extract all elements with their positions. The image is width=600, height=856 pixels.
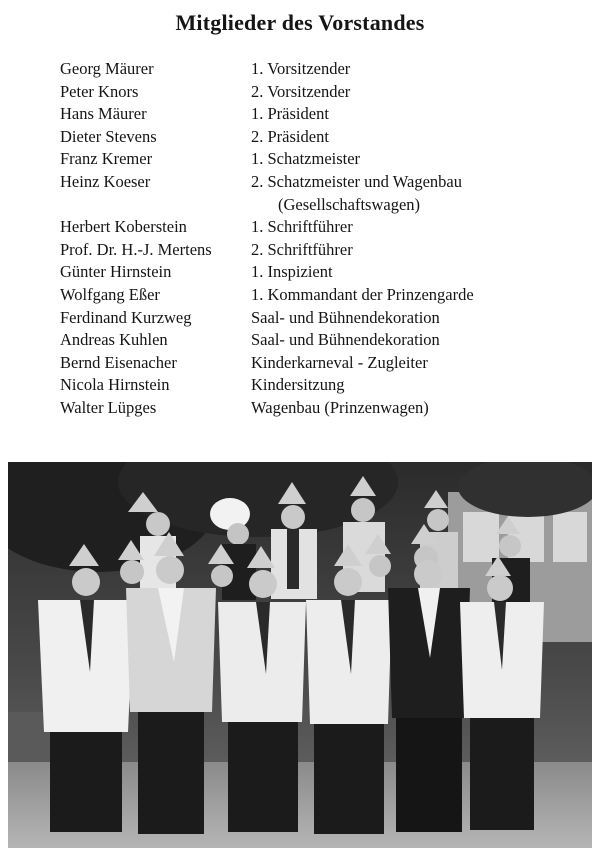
member-name: Ferdinand Kurzweg <box>60 307 192 327</box>
member-name: Dieter Stevens <box>60 126 157 146</box>
member-role: 1. Inspizient <box>251 262 333 282</box>
list-item <box>60 239 580 262</box>
member-name: Wolfgang Eßer <box>60 284 160 304</box>
page-title: Mitglieder des Vorstandes <box>175 10 425 35</box>
list-item <box>60 307 580 330</box>
member-role: Saal- und Bühnendekoration <box>251 307 440 327</box>
list-item <box>60 352 580 375</box>
member-role: 1. Schatzmeister <box>251 149 361 169</box>
member-role: 2. Schriftführer <box>251 239 353 259</box>
list-item <box>60 329 580 352</box>
list-item <box>60 126 580 149</box>
member-name: Georg Mäurer <box>60 59 154 78</box>
member-role: Kinderkarneval - Zugleiter <box>251 352 428 372</box>
member-name: Hans Mäurer <box>60 104 147 124</box>
member-name: Herbert Koberstein <box>60 217 187 237</box>
member-role: 2. Präsident <box>251 126 329 146</box>
list-item <box>60 397 580 420</box>
group-photo <box>8 462 592 848</box>
member-role: 2. Schatzmeister und Wagenbau <box>251 171 462 191</box>
member-name: Franz Kremer <box>60 149 153 169</box>
member-name: Heinz Koeser <box>60 171 151 191</box>
list-item <box>60 284 580 307</box>
member-role: Kindersitzung <box>251 375 345 395</box>
list-item-continuation <box>60 194 580 217</box>
member-list <box>60 58 580 420</box>
list-item <box>60 171 580 194</box>
list-item <box>60 261 580 284</box>
member-role: 1. Präsident <box>251 104 329 124</box>
list-item <box>60 58 580 81</box>
list-item <box>60 103 580 126</box>
member-name: Günter Hirnstein <box>60 262 172 282</box>
member-role: 1. Vorsitzender <box>251 59 351 78</box>
list-item <box>60 148 580 171</box>
member-role: 1. Schriftführer <box>251 217 353 237</box>
member-role: Wagenbau (Prinzenwagen) <box>251 397 429 417</box>
member-name: Walter Lüpges <box>60 397 157 417</box>
building-window <box>553 512 587 562</box>
member-name: Bernd Eisenacher <box>60 352 177 372</box>
member-role: 1. Kommandant der Prinzengarde <box>251 284 474 304</box>
member-role: 2. Vorsitzender <box>251 81 351 101</box>
member-name: Peter Knors <box>60 81 139 101</box>
list-item <box>60 216 580 239</box>
group-photo-illustration <box>8 462 592 848</box>
member-name: Prof. Dr. H.-J. Mertens <box>60 239 212 259</box>
member-role: Saal- und Bühnendekoration <box>251 330 440 350</box>
building-window <box>463 512 499 562</box>
list-item <box>60 81 580 104</box>
member-role-continuation: (Gesellschaftswagen) <box>278 194 421 214</box>
member-name: Nicola Hirnstein <box>60 375 170 395</box>
member-name: Andreas Kuhlen <box>60 330 168 350</box>
list-item <box>60 374 580 397</box>
